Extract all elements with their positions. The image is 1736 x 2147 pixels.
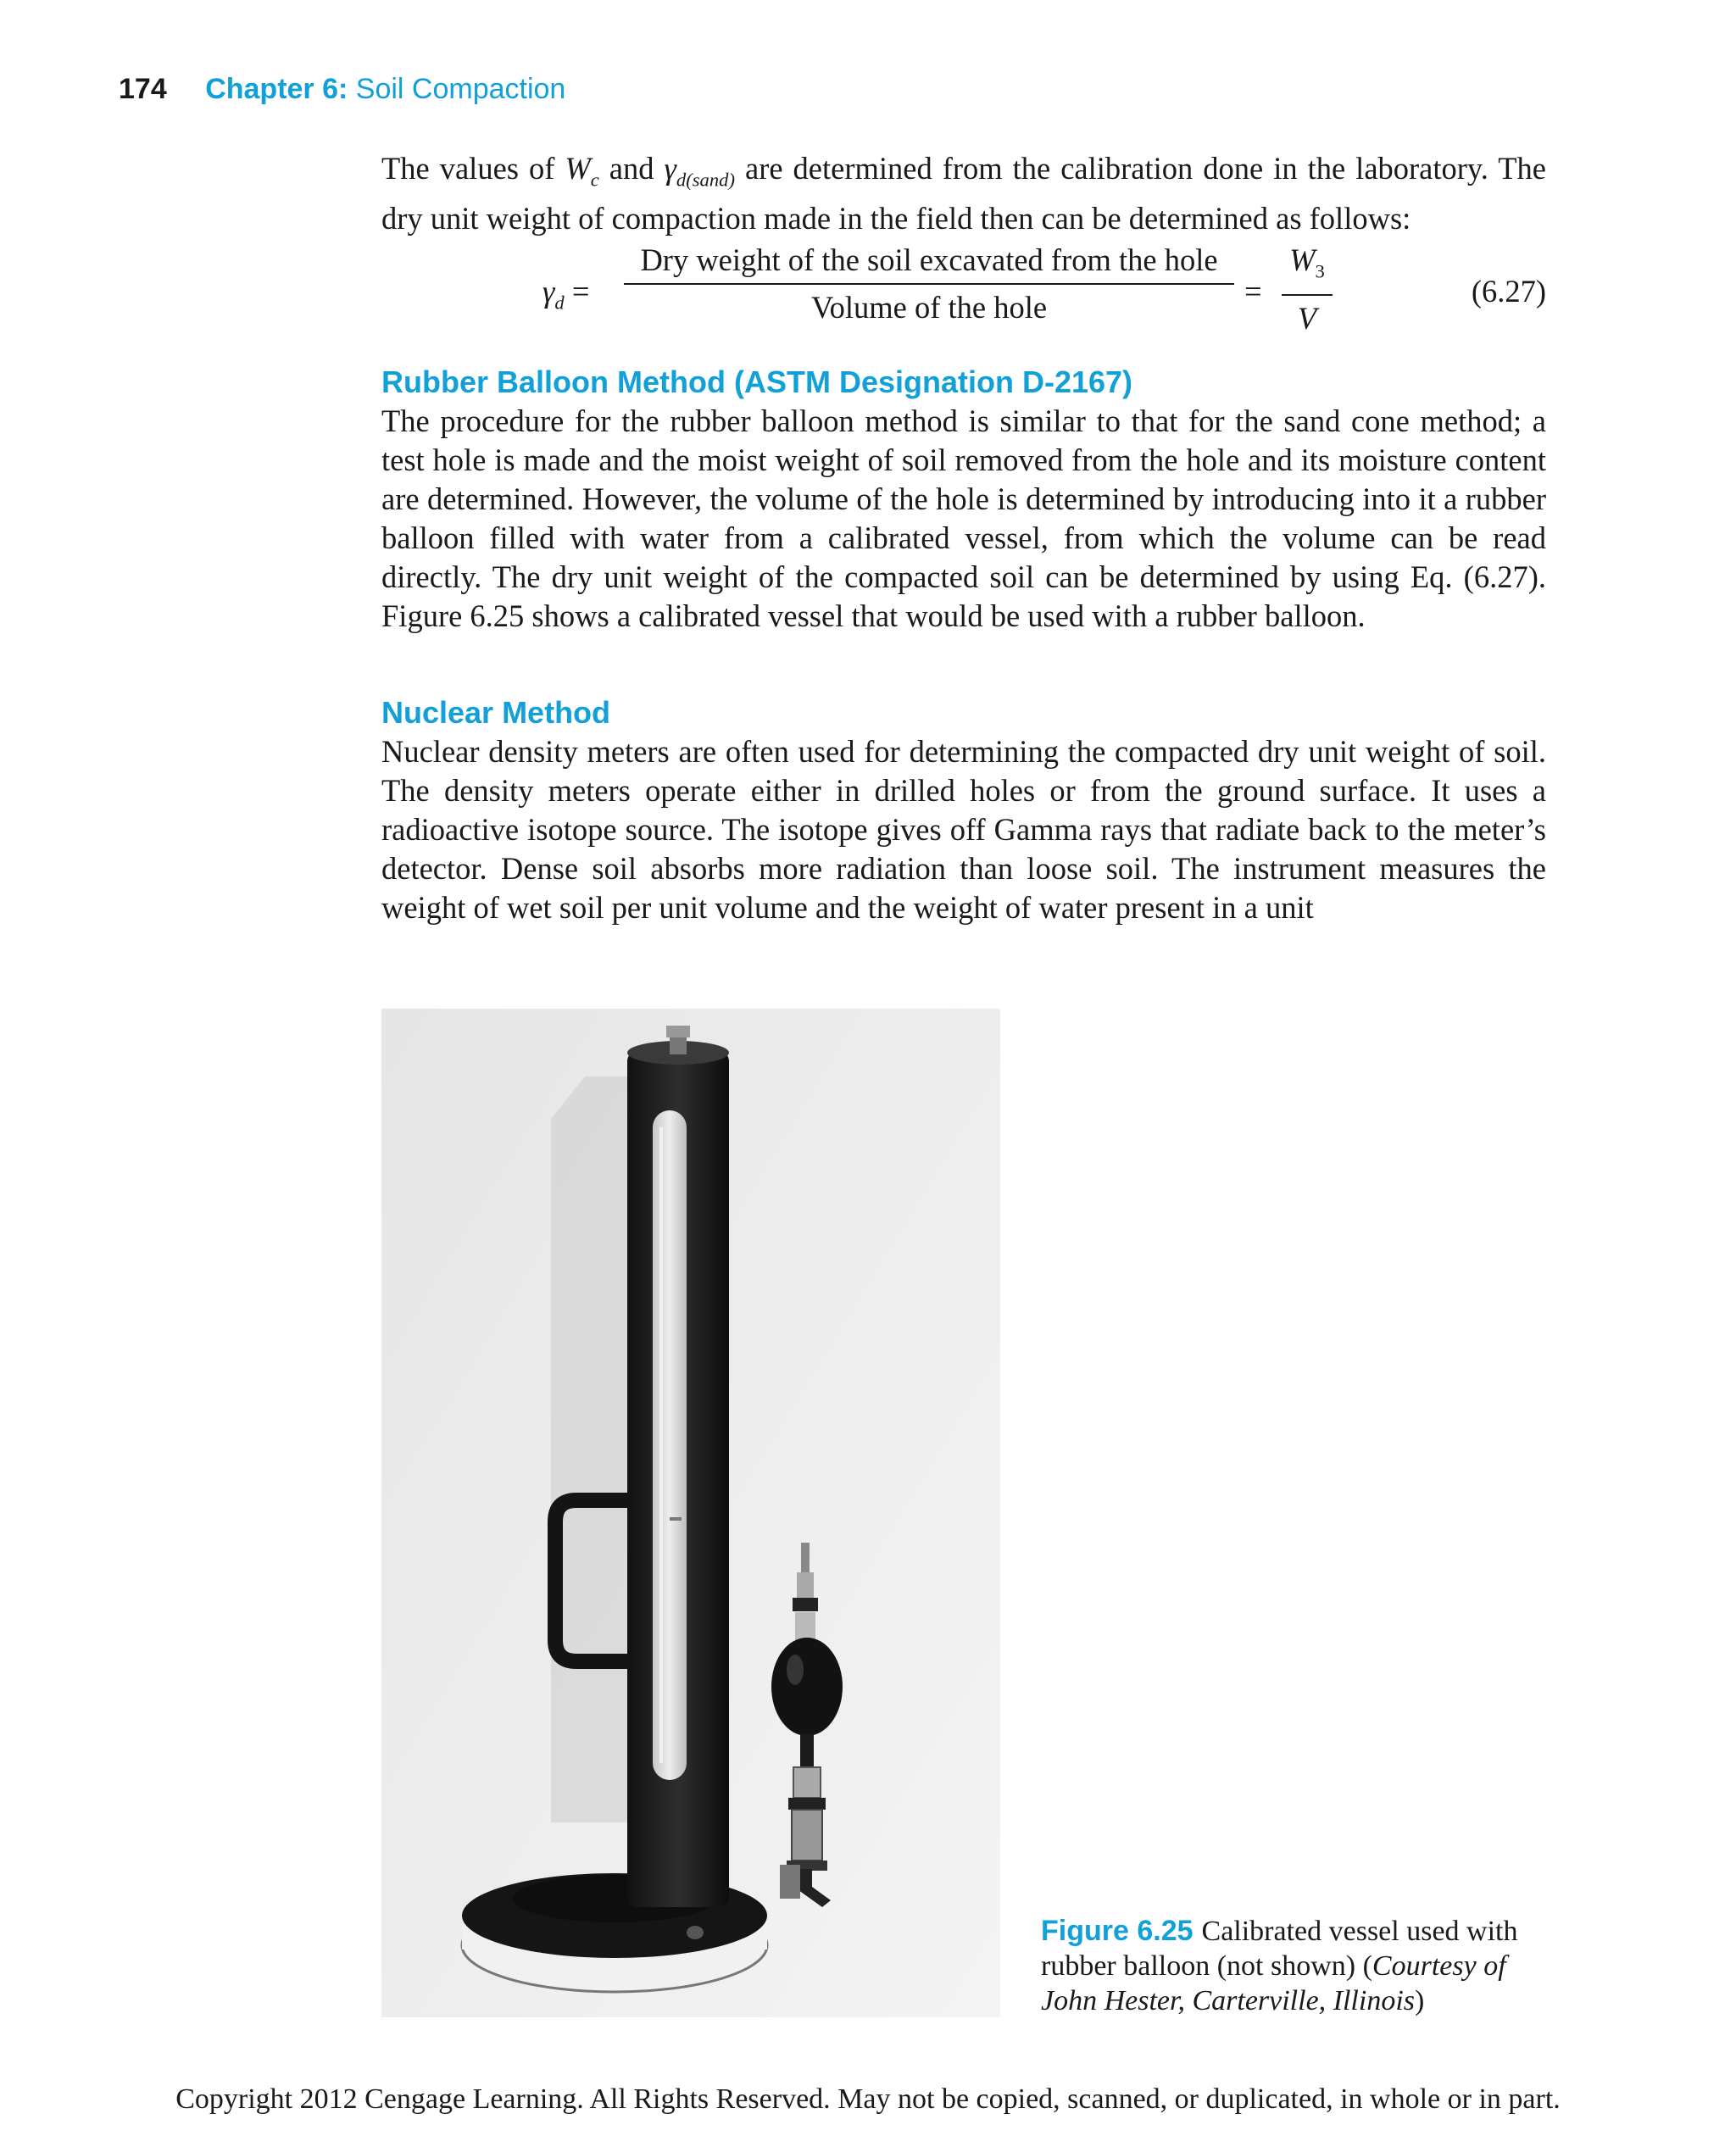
chapter-title: Soil Compaction xyxy=(355,73,566,105)
running-header xyxy=(119,73,565,106)
equation-equals: = xyxy=(1244,274,1262,309)
page-number: 174 xyxy=(119,73,167,105)
calibrated-vessel-photo xyxy=(381,1009,1000,2017)
section-heading-nuclear: Nuclear Method xyxy=(381,695,611,730)
equation-numerator: Dry weight of the soil excavated from the hole xyxy=(640,242,1218,277)
copyright-footer: Copyright 2012 Cengage Learning. All Rights Reserved. May not be copied, scanned, or duplicated, in whole or in part. xyxy=(175,2083,1561,2115)
rubber-balloon-paragraph: The procedure for the rubber balloon method is similar to that for the sand cone method; a test hole is made and the moist weight of soil removed from the hole and its moisture content are determined. However, the volume of the hole is determined by introducing into it a rubber balloon filled with water from a calibrated vessel, from which the volume can be read directly. The dry unit weight of the compacted soil can be determined by using Eq. (6.27). Figure 6.25 shows a calibrated vessel that would be used with a rubber balloon. xyxy=(381,403,1546,633)
equation-6-27 xyxy=(381,239,1546,337)
figure-caption-text: Calibrated vessel used with rubber balloon (not shown) ( xyxy=(1041,1916,1518,1982)
equation-rhs-fraction: $W_3$ V xyxy=(1282,239,1333,340)
section-nuclear xyxy=(381,693,1546,927)
section-rubber-balloon xyxy=(381,363,1546,636)
gamma-sand-symbol: $\gamma_{d(sand)}$ xyxy=(664,151,736,191)
intro-text-1: The values of xyxy=(381,151,565,186)
figure-label: Figure 6.25 xyxy=(1041,1915,1194,1947)
equation-number: (6.27) xyxy=(1471,274,1546,309)
figure-caption: Figure 6.25 Calibrated vessel used with rubber balloon (not shown) (Courtesy of John Hester, Carterville, Illinois) xyxy=(1041,1915,1518,2016)
equation-denominator: Volume of the hole xyxy=(810,290,1048,325)
intro-text-2: and xyxy=(598,151,665,186)
intro-block xyxy=(381,149,1546,238)
wc-symbol: $W_c$ xyxy=(565,151,599,191)
chapter-label: Chapter 6: xyxy=(205,73,348,105)
intro-paragraph xyxy=(381,149,1546,238)
nuclear-paragraph: Nuclear density meters are often used for determining the compacted dry unit weight of soil. The density meters operate either in drilled holes or from the ground surface. It uses a radioactive isotope source. The isotope gives off Gamma rays that radiate back to the meter’s detector. Dense soil absorbs more radiation than loose soil. The instrument measures the weight of wet soil per unit volume and the weight of water present in a unit xyxy=(381,734,1546,925)
intro-text-3: are determined from the calibration done in the laboratory. The dry unit weight of compaction made in the field then can be determined as follows: xyxy=(381,151,1546,236)
equation-fraction xyxy=(624,239,1234,329)
figure-courtesy: Courtesy of John Hester, Carterville, Illinois xyxy=(1041,1950,1506,2016)
equation-lhs: $\gamma_d$ = xyxy=(542,274,590,314)
section-heading-rubber-balloon: Rubber Balloon Method (ASTM Designation D-2167) xyxy=(381,364,1133,399)
